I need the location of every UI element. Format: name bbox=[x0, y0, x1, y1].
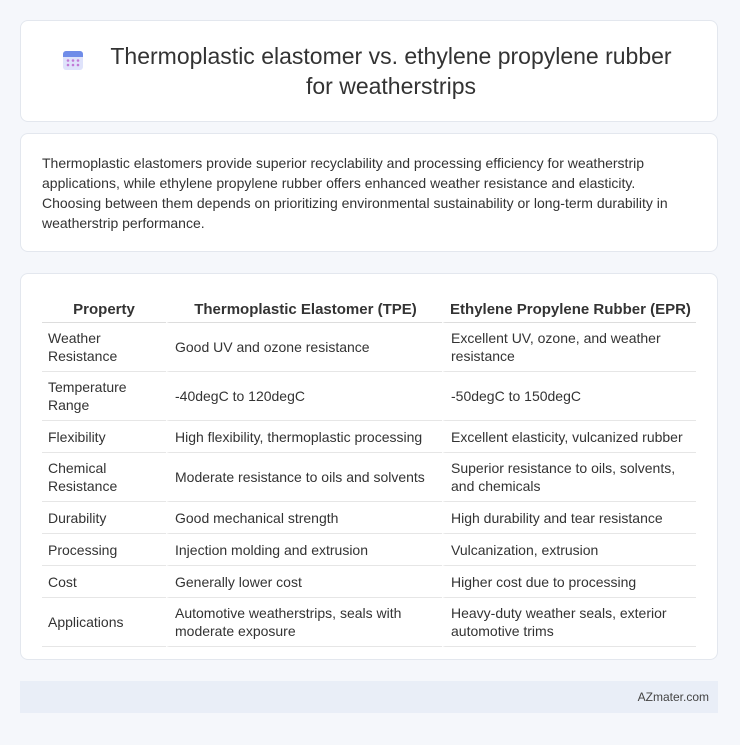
epr-value: -50degC to 150degC bbox=[442, 372, 696, 421]
epr-value: Vulcanization, extrusion bbox=[442, 534, 696, 566]
table-row bbox=[42, 598, 696, 647]
row-label: Durability bbox=[42, 502, 166, 534]
intro-card bbox=[20, 133, 718, 252]
table-row bbox=[42, 534, 696, 566]
footer bbox=[20, 681, 718, 713]
row-label: Applications bbox=[42, 598, 166, 647]
table-row bbox=[42, 566, 696, 598]
footer-site-link[interactable]: AZmater.com bbox=[637, 690, 709, 704]
title-wrap bbox=[21, 41, 717, 101]
table-header-row bbox=[42, 292, 696, 323]
tpe-value: Good mechanical strength bbox=[166, 502, 442, 534]
header-epr: Ethylene Propylene Rubber (EPR) bbox=[442, 292, 696, 323]
row-label: Weather Resistance bbox=[42, 323, 166, 372]
tpe-value: High flexibility, thermoplastic processing bbox=[166, 421, 442, 453]
row-label: Processing bbox=[42, 534, 166, 566]
row-label: Flexibility bbox=[42, 421, 166, 453]
table-row bbox=[42, 323, 696, 372]
row-label: Chemical Resistance bbox=[42, 453, 166, 502]
comparison-table bbox=[42, 292, 696, 647]
epr-value: Excellent elasticity, vulcanized rubber bbox=[442, 421, 696, 453]
page-title: Thermoplastic elastomer vs. ethylene propylene rubber for weatherstrips bbox=[110, 43, 672, 99]
title-card bbox=[20, 20, 718, 122]
tpe-value: Injection molding and extrusion bbox=[166, 534, 442, 566]
table-row bbox=[42, 453, 696, 502]
tpe-value: -40degC to 120degC bbox=[166, 372, 442, 421]
epr-value: High durability and tear resistance bbox=[442, 502, 696, 534]
epr-value: Excellent UV, ozone, and weather resistance bbox=[442, 323, 696, 372]
table-row bbox=[42, 421, 696, 453]
comparison-card bbox=[20, 273, 718, 660]
epr-value: Heavy-duty weather seals, exterior automotive trims bbox=[442, 598, 696, 647]
row-label: Temperature Range bbox=[42, 372, 166, 421]
row-label: Cost bbox=[42, 566, 166, 598]
tpe-value: Generally lower cost bbox=[166, 566, 442, 598]
epr-value: Higher cost due to processing bbox=[442, 566, 696, 598]
table-row bbox=[42, 502, 696, 534]
header-property: Property bbox=[42, 292, 166, 323]
header-tpe: Thermoplastic Elastomer (TPE) bbox=[166, 292, 442, 323]
intro-text: Thermoplastic elastomers provide superior recyclability and processing efficiency for weatherstrip applications, while ethylene propylene rubber offers enhanced weather resistance and elasticity. Choosing between them depends on prioritizing environmental sustainability or long-term durability in weatherstrip performance. bbox=[42, 155, 668, 231]
calendar-icon bbox=[61, 48, 85, 72]
tpe-value: Automotive weatherstrips, seals with moderate exposure bbox=[166, 598, 442, 647]
tpe-value: Good UV and ozone resistance bbox=[166, 323, 442, 372]
table-row bbox=[42, 372, 696, 421]
epr-value: Superior resistance to oils, solvents, and chemicals bbox=[442, 453, 696, 502]
tpe-value: Moderate resistance to oils and solvents bbox=[166, 453, 442, 502]
